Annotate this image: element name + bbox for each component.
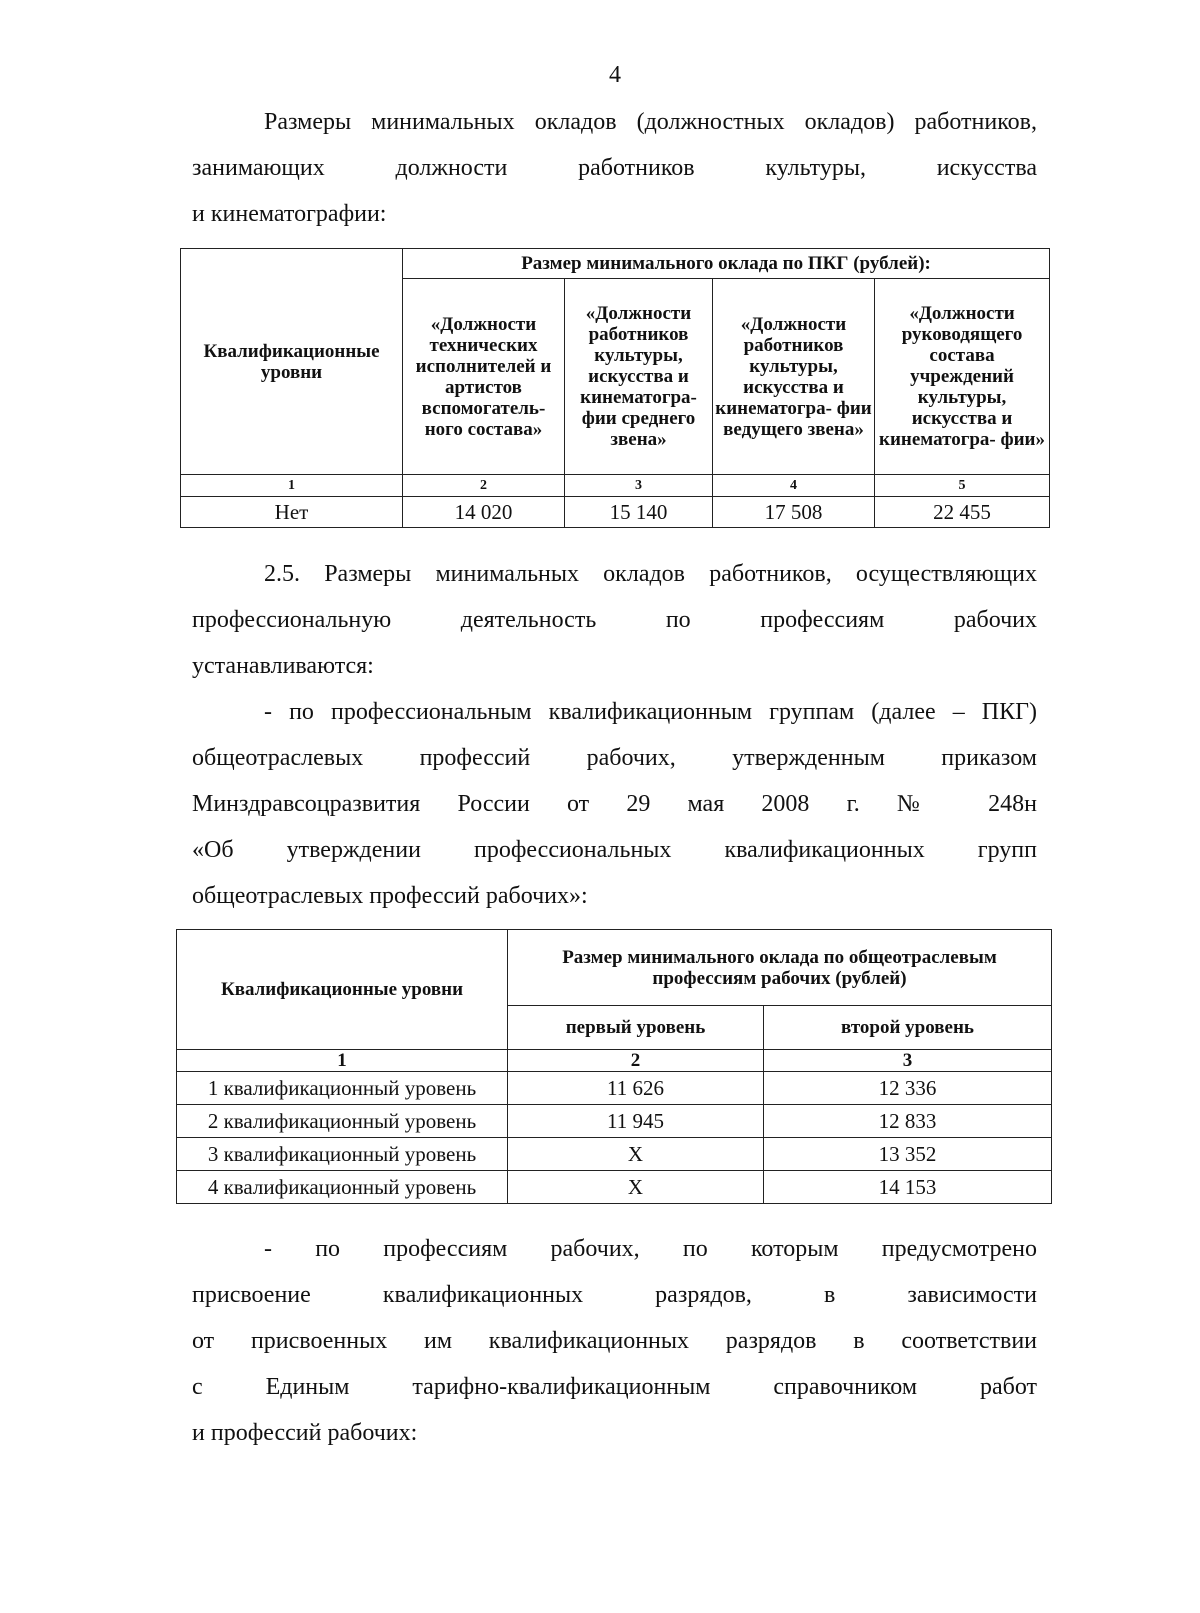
bullet-paragraph-grades — [192, 1226, 1037, 1456]
table-row — [181, 497, 1050, 528]
column-number: 3 — [565, 475, 713, 497]
column-number: 3 — [764, 1050, 1052, 1072]
column-number: 2 — [403, 475, 565, 497]
text-line: присвоение квалификационных разрядов, в зависимости — [192, 1282, 1037, 1308]
table-cell: 11 626 — [508, 1072, 764, 1105]
column-header-levels: Квалификационные уровни — [177, 930, 508, 1050]
text-line: от присвоенных им квалификационных разрядов в соответствии — [192, 1328, 1037, 1354]
table-cell: Х — [508, 1138, 764, 1171]
table-cell: 14 153 — [764, 1171, 1052, 1204]
table-cell: 11 945 — [508, 1105, 764, 1138]
column-header: второй уровень — [764, 1006, 1052, 1050]
table-cell: 1 квалификационный уровень — [177, 1072, 508, 1105]
column-header-levels: Квалификационные уровни — [181, 249, 403, 475]
table-cell: 4 квалификационный уровень — [177, 1171, 508, 1204]
table-row — [177, 1072, 1052, 1105]
column-group-header: Размер минимального оклада по ПКГ (рублей): — [403, 249, 1050, 279]
text-line: Минздравсоцразвития России от 29 мая 2008 г. № 248н — [192, 791, 1037, 817]
table-row — [177, 1105, 1052, 1138]
column-number: 4 — [713, 475, 875, 497]
column-header: первый уровень — [508, 1006, 764, 1050]
table-row — [177, 1138, 1052, 1171]
table-cell: Х — [508, 1171, 764, 1204]
table-cell: 13 352 — [764, 1138, 1052, 1171]
intro-paragraph — [192, 99, 1037, 237]
section-2-5-paragraph — [192, 551, 1037, 689]
column-number: 1 — [177, 1050, 508, 1072]
column-header: «Должности работников культуры, искусства и кинематогра- фии ведущего звена» — [713, 279, 875, 475]
text-line: Размеры минимальных окладов (должностных окладов) работников, — [264, 109, 1037, 135]
text-line: - по профессиям рабочих, по которым предусмотрено — [264, 1236, 1037, 1262]
column-header: «Должности технических исполнителей и артистов вспомогатель- ного состава» — [403, 279, 565, 475]
text-line: общеотраслевых профессий рабочих, утвержденным приказом — [192, 745, 1037, 771]
text-line: «Об утверждении профессиональных квалификационных групп — [192, 837, 1037, 863]
text-line: и профессий рабочих: — [192, 1420, 418, 1446]
workers-salary-table — [176, 929, 1052, 1204]
table-cell: 22 455 — [875, 497, 1050, 528]
table-cell: 17 508 — [713, 497, 875, 528]
text-line: профессиональную деятельность по профессиям рабочих — [192, 607, 1037, 633]
column-number: 5 — [875, 475, 1050, 497]
bullet-paragraph-pkg — [192, 689, 1037, 919]
text-line: - по профессиональным квалификационным группам (далее – ПКГ) — [264, 699, 1037, 725]
text-line: занимающих должности работников культуры, искусства — [192, 155, 1037, 181]
column-group-header: Размер минимального оклада по общеотраслевым профессиям рабочих (рублей) — [508, 930, 1052, 1006]
table-cell: 14 020 — [403, 497, 565, 528]
column-number: 1 — [181, 475, 403, 497]
text-line: устанавливаются: — [192, 653, 374, 679]
column-header: «Должности работников культуры, искусства и кинематогра- фии среднего звена» — [565, 279, 713, 475]
text-line: и кинематографии: — [192, 201, 387, 227]
table-cell: Нет — [181, 497, 403, 528]
table-cell: 12 833 — [764, 1105, 1052, 1138]
table-row — [177, 1171, 1052, 1204]
culture-salary-table — [180, 248, 1050, 528]
text-line: 2.5. Размеры минимальных окладов работников, осуществляющих — [264, 561, 1037, 587]
text-line: общеотраслевых профессий рабочих»: — [192, 883, 588, 909]
table-cell: 12 336 — [764, 1072, 1052, 1105]
column-header: «Должности руководящего состава учреждений культуры, искусства и кинематогра- фии» — [875, 279, 1050, 475]
text-line: с Единым тарифно-квалификационным справочником работ — [192, 1374, 1037, 1400]
table-cell: 15 140 — [565, 497, 713, 528]
page-number: 4 — [609, 62, 621, 88]
table-cell: 2 квалификационный уровень — [177, 1105, 508, 1138]
table-cell: 3 квалификационный уровень — [177, 1138, 508, 1171]
column-number: 2 — [508, 1050, 764, 1072]
